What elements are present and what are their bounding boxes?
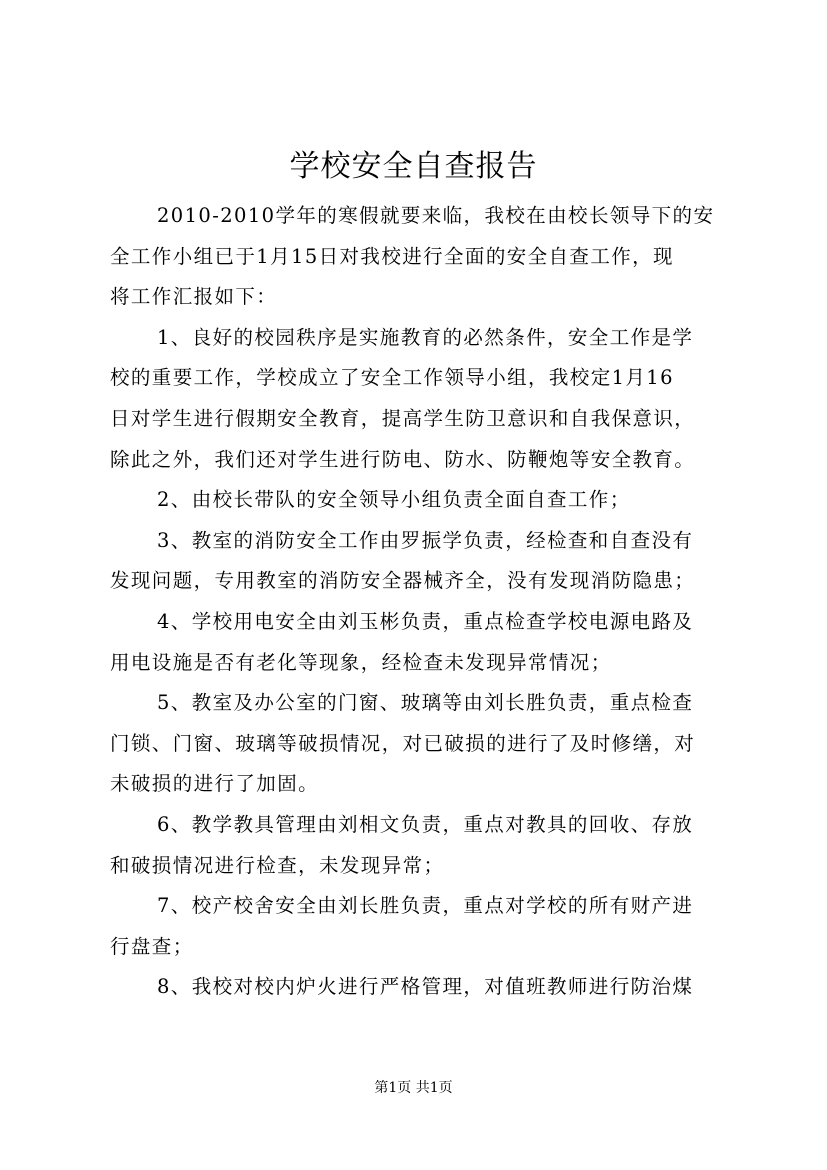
body-line: 全工作小组已于1月15日对我校进行全面的安全自查工作，现 [110,244,674,268]
body-line: 将工作汇报如下： [110,285,278,309]
body-line: 和破损情况进行检查，未发现异常； [110,853,445,877]
body-line: 1、良好的校园秩序是实施教育的必然条件，安全工作是学 [157,325,694,349]
document-title: 学校安全自查报告 [289,149,538,184]
body-line: 4、学校用电安全由刘玉彬负责，重点检查学校电源电路及 [157,609,694,633]
body-line: 5、教室及办公室的门窗、玻璃等由刘长胜负责，重点检查 [157,691,694,715]
page-number-footer: 第1页 共1页 [374,1080,453,1096]
document-body [110,196,738,1008]
body-line: 除此之外，我们还对学生进行防电、防水、防鞭炮等安全教育。 [110,447,696,471]
body-line: 发现问题，专用教室的消防安全器械齐全，没有发现消防隐患； [110,569,696,593]
body-line: 2、由校长带队的安全领导小组负责全面自查工作； [157,488,631,512]
body-line: 校的重要工作，学校成立了安全工作领导小组，我校定1月16 [110,366,674,390]
body-line: 3、教室的消防安全工作由罗振学负责，经检查和自查没有 [157,528,694,552]
body-line: 门锁、门窗、玻璃等破损情况，对已破损的进行了及时修缮，对 [110,731,696,755]
body-line: 未破损的进行了加固。 [110,772,320,796]
body-line: 用电设施是否有老化等现象，经检查未发现异常情况； [110,650,612,674]
body-line: 8、我校对校内炉火进行严格管理，对值班教师进行防治煤 [157,975,694,999]
body-line: 7、校产校舍安全由刘长胜负责，重点对学校的所有财产进 [157,894,694,918]
body-line: 日对学生进行假期安全教育，提高学生防卫意识和自我保意识， [110,406,696,430]
body-line: 行盘查； [110,934,194,958]
body-line: 6、教学教具管理由刘相文负责，重点对教具的回收、存放 [157,812,694,836]
body-line: 2010-2010学年的寒假就要来临，我校在由校长领导下的安 [157,204,715,227]
